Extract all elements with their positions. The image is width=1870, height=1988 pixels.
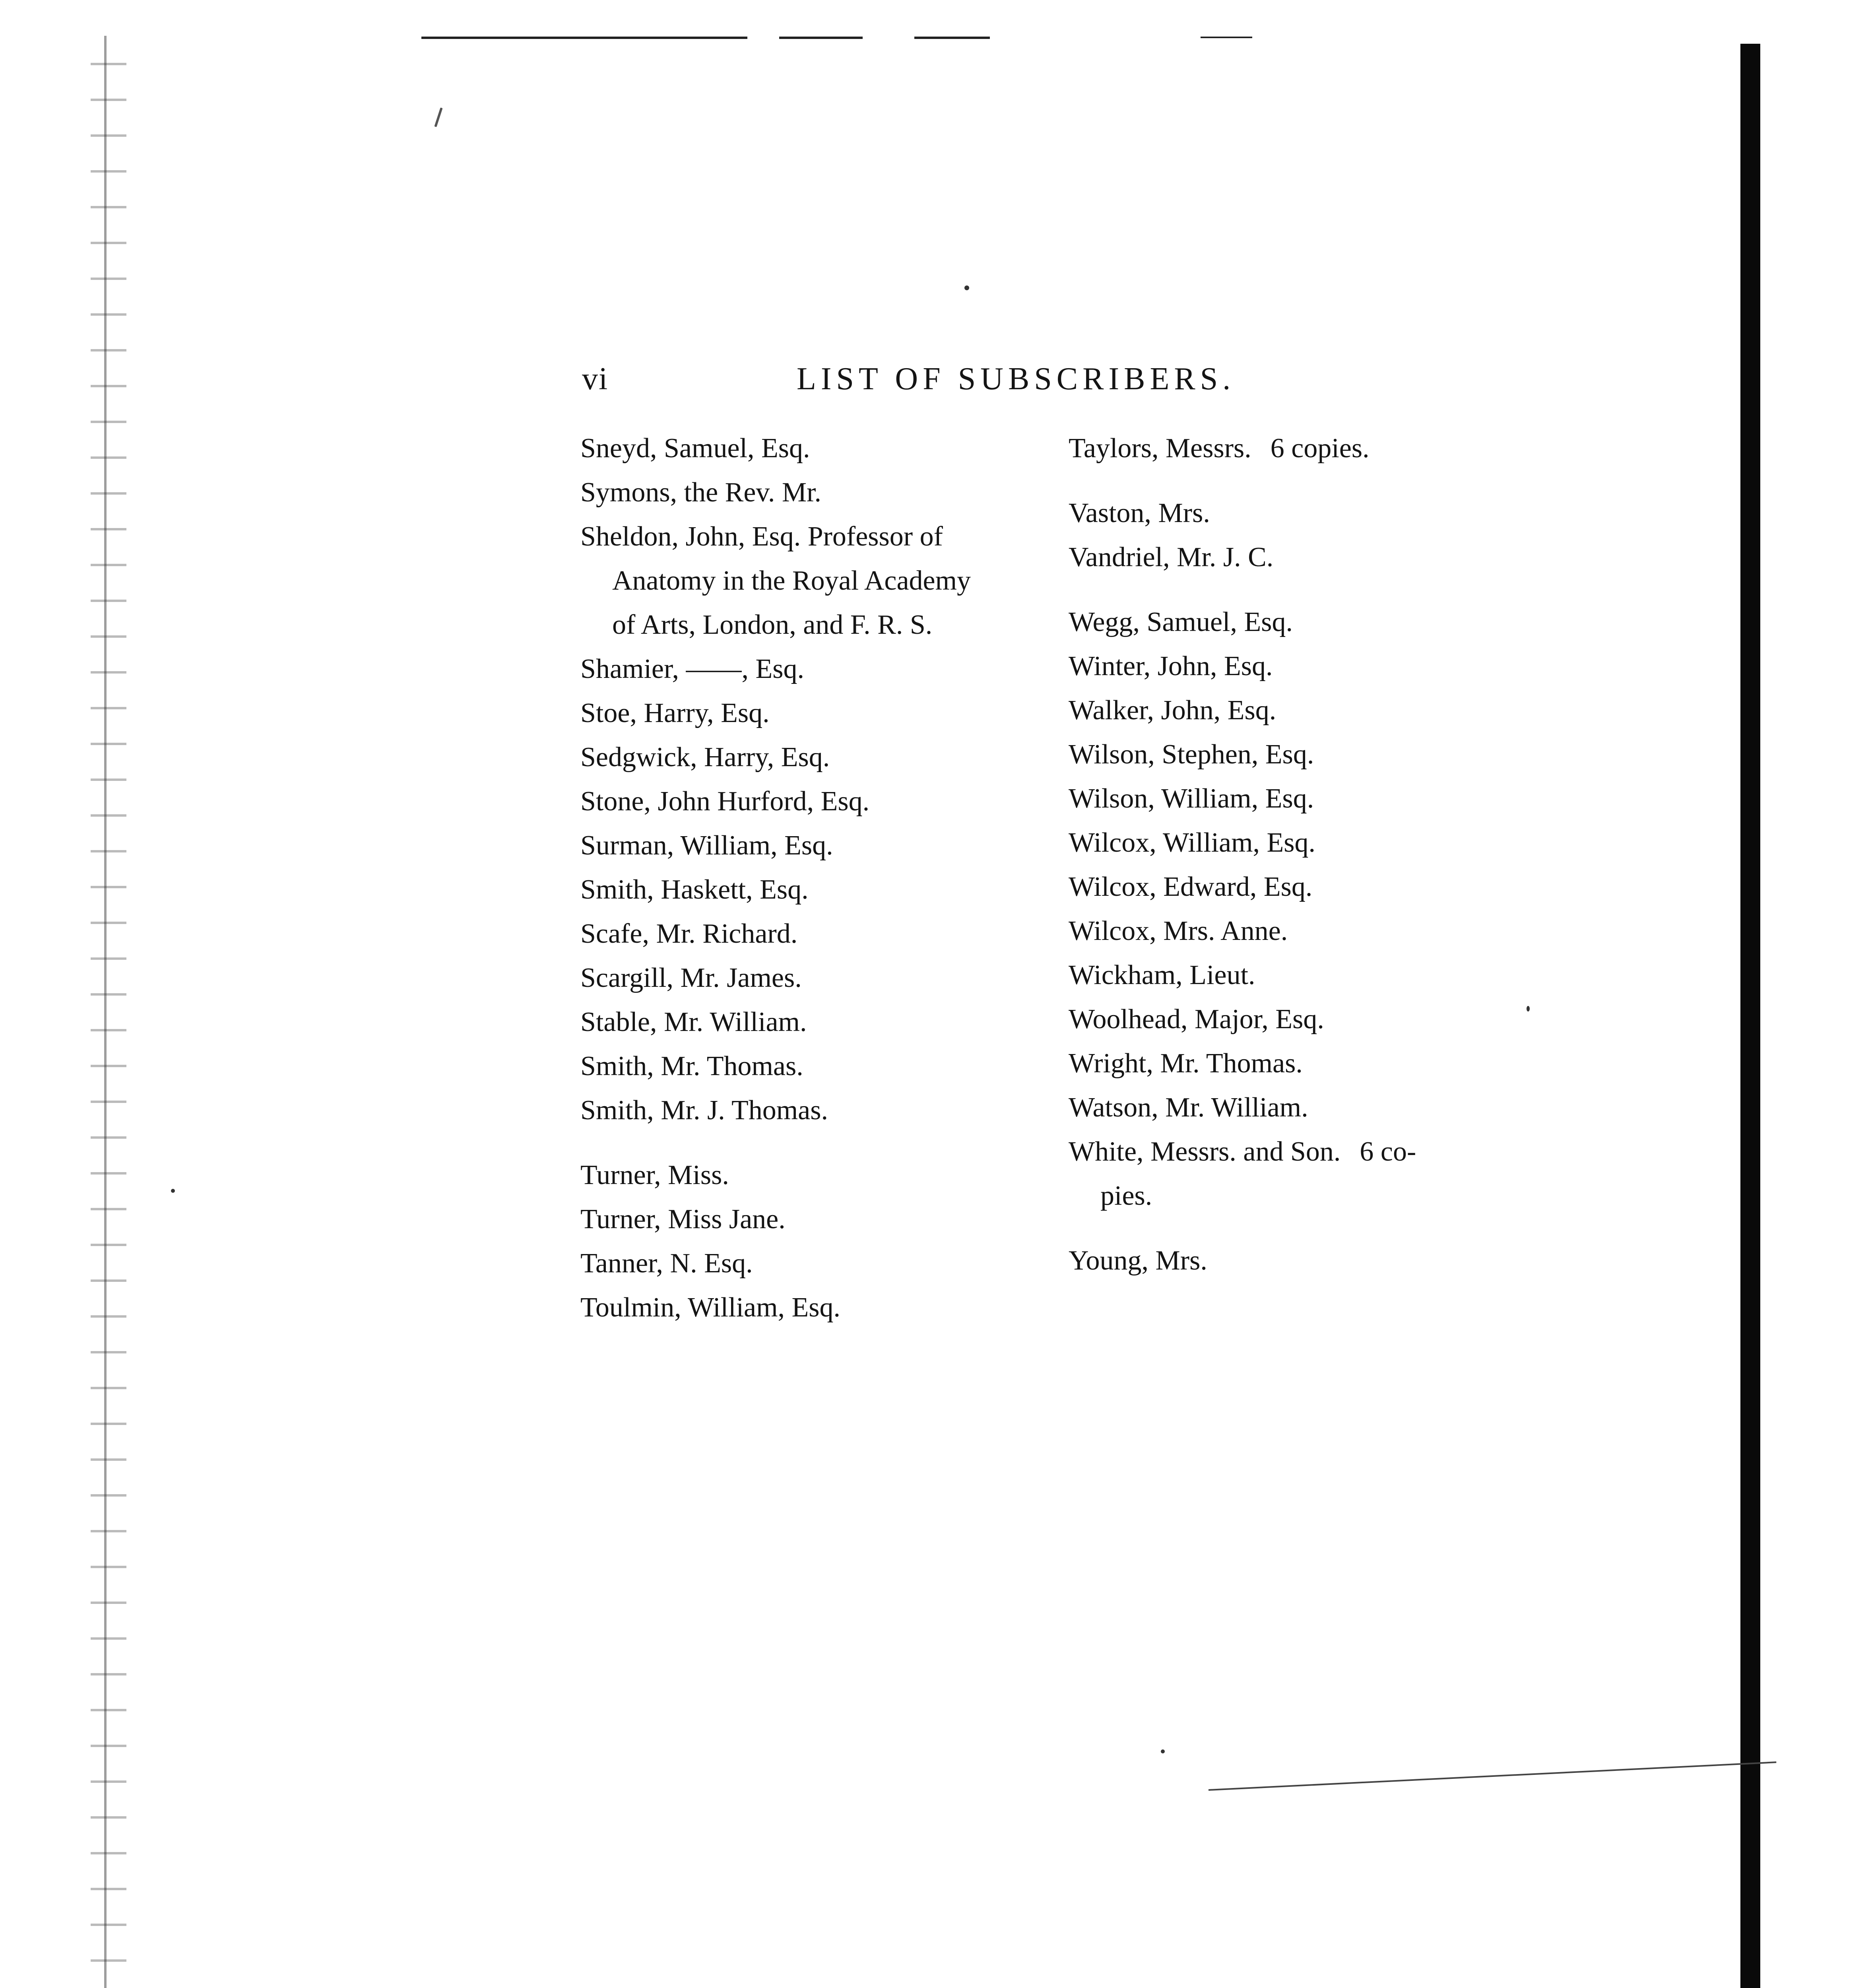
- subscriber-name: Wickham, Lieut.: [1069, 960, 1255, 990]
- subscriber-entry: [1069, 1085, 1514, 1130]
- top-rule: [421, 37, 747, 39]
- left-margin-scan-line: [104, 36, 107, 1988]
- subscriber-entry: [1069, 688, 1514, 732]
- subscriber-name: Wilson, Stephen, Esq.: [1069, 739, 1314, 770]
- right-edge-shadow: [1740, 44, 1760, 1988]
- scan-speck: [434, 107, 442, 127]
- subscriber-entry: [1069, 997, 1514, 1041]
- subscriber-name: Wilcox, Edward, Esq.: [1069, 872, 1313, 902]
- subscriber-name: White, Messrs. and Son.: [1069, 1136, 1341, 1167]
- subscriber-column-left: [580, 426, 1049, 1330]
- subscriber-entry: [1069, 644, 1514, 688]
- subscriber-entry: [1069, 600, 1514, 644]
- subscriber-name: Turner, Miss Jane.: [580, 1204, 786, 1235]
- section-gap: [1069, 1218, 1514, 1239]
- subscriber-name: Smith, Mr. J. Thomas.: [580, 1095, 828, 1126]
- subscriber-name: Shamier, ——, Esq.: [580, 654, 804, 684]
- subscriber-entry: [580, 1241, 1049, 1285]
- subscriber-name: Sheldon, John, Esq. Professor of: [580, 521, 943, 552]
- subscriber-name: Tanner, N. Esq.: [580, 1248, 753, 1279]
- subscriber-name: Walker, John, Esq.: [1069, 695, 1276, 726]
- subscriber-entry: [580, 1044, 1049, 1088]
- subscriber-entry: [1069, 426, 1514, 470]
- scan-speck: [1161, 1749, 1165, 1753]
- subscriber-name: Wright, Mr. Thomas.: [1069, 1048, 1303, 1079]
- subscriber-entry: [580, 956, 1049, 1000]
- running-head: [582, 361, 1298, 397]
- subscriber-name: Stable, Mr. William.: [580, 1007, 807, 1037]
- top-rule: [1201, 37, 1252, 38]
- subscriber-name: Vaston, Mrs.: [1069, 498, 1210, 528]
- subscriber-name: of Arts, London, and F. R. S.: [612, 610, 933, 640]
- subscriber-entry: [580, 1197, 1049, 1241]
- subscriber-entry: [1069, 1239, 1514, 1283]
- subscriber-name: Sedgwick, Harry, Esq.: [580, 742, 830, 773]
- subscriber-name: Smith, Mr. Thomas.: [580, 1051, 803, 1081]
- subscriber-entry: [580, 1000, 1049, 1044]
- subscriber-entry: [1069, 821, 1514, 865]
- subscriber-entry: [580, 559, 1049, 603]
- subscriber-name: Symons, the Rev. Mr.: [580, 477, 822, 508]
- subscriber-entry: [580, 823, 1049, 868]
- subscriber-name: Anatomy in the Royal Academy: [612, 565, 971, 596]
- subscriber-column-right: [1069, 426, 1514, 1283]
- left-margin-scan-noise: [91, 48, 126, 1988]
- copies-note: 6 copies.: [1270, 433, 1370, 464]
- subscriber-name: Surman, William, Esq.: [580, 830, 833, 861]
- scan-stray-line: [1209, 1761, 1776, 1791]
- scan-speck: [1527, 1006, 1530, 1011]
- subscriber-name: Woolhead, Major, Esq.: [1069, 1004, 1324, 1035]
- subscriber-name: Wilson, William, Esq.: [1069, 783, 1314, 814]
- scan-speck: [171, 1189, 175, 1193]
- subscriber-name: Sneyd, Samuel, Esq.: [580, 433, 810, 464]
- page-title: LIST OF SUBSCRIBERS.: [797, 361, 1236, 396]
- section-gap: [1069, 579, 1514, 600]
- subscriber-entry: [580, 912, 1049, 956]
- subscriber-entry: [580, 868, 1049, 912]
- subscriber-name: Wilcox, William, Esq.: [1069, 827, 1316, 858]
- section-gap: [1069, 470, 1514, 491]
- top-rule: [779, 37, 863, 39]
- subscriber-name: Smith, Haskett, Esq.: [580, 874, 809, 905]
- subscriber-entry: [1069, 777, 1514, 821]
- subscriber-entry: [1069, 1041, 1514, 1085]
- subscriber-name: Stone, John Hurford, Esq.: [580, 786, 870, 817]
- subscriber-name: Young, Mrs.: [1069, 1245, 1207, 1276]
- page-number: vi: [582, 361, 609, 396]
- subscriber-name: Taylors, Messrs.: [1069, 433, 1251, 464]
- subscriber-name: Wegg, Samuel, Esq.: [1069, 607, 1293, 637]
- subscriber-entry: [580, 735, 1049, 779]
- section-gap: [580, 1132, 1049, 1153]
- subscriber-name: Turner, Miss.: [580, 1160, 729, 1190]
- subscriber-name: Watson, Mr. William.: [1069, 1092, 1308, 1123]
- subscriber-entry: [1069, 535, 1514, 579]
- subscriber-entry: [580, 691, 1049, 735]
- subscriber-entry: [1069, 491, 1514, 535]
- subscriber-entry: [580, 470, 1049, 514]
- subscriber-name: Toulmin, William, Esq.: [580, 1292, 841, 1323]
- subscriber-entry: [580, 603, 1049, 647]
- subscriber-name: Winter, John, Esq.: [1069, 651, 1273, 681]
- subscriber-entry: [580, 426, 1049, 470]
- subscriber-entry: [580, 1285, 1049, 1330]
- subscriber-entry: [1069, 1130, 1514, 1174]
- subscriber-name: Vandriel, Mr. J. C.: [1069, 542, 1274, 573]
- subscriber-entry: [580, 1153, 1049, 1197]
- top-rule: [914, 37, 990, 39]
- subscriber-entry: [1069, 953, 1514, 997]
- subscriber-entry: [1069, 732, 1514, 777]
- copies-note: 6 co-: [1360, 1136, 1416, 1167]
- subscriber-name: Scargill, Mr. James.: [580, 963, 802, 993]
- subscriber-entry: [580, 647, 1049, 691]
- subscriber-name: Stoe, Harry, Esq.: [580, 698, 770, 728]
- subscriber-name: Wilcox, Mrs. Anne.: [1069, 916, 1288, 946]
- scan-speck: [964, 285, 969, 290]
- subscriber-name: pies.: [1100, 1180, 1152, 1211]
- subscriber-entry: [580, 1088, 1049, 1132]
- subscriber-entry: [1069, 909, 1514, 953]
- subscriber-entry: [580, 779, 1049, 823]
- subscriber-entry: [1069, 865, 1514, 909]
- subscriber-entry: [1069, 1174, 1514, 1218]
- subscriber-name: Scafe, Mr. Richard.: [580, 918, 798, 949]
- subscriber-entry: [580, 514, 1049, 559]
